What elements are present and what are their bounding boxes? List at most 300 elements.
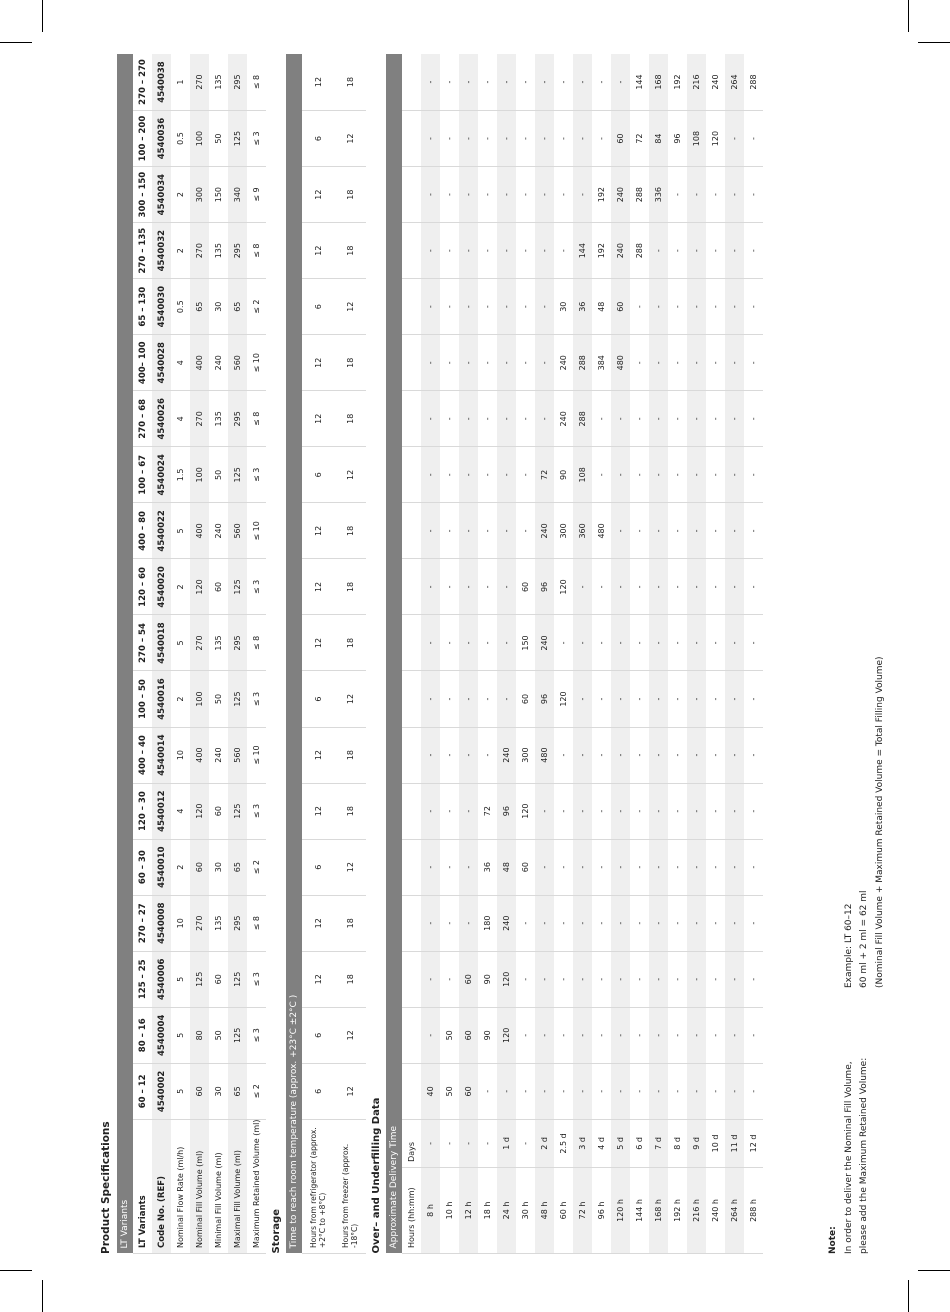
value-cell: -	[744, 671, 763, 727]
value-cell: 384	[592, 335, 611, 391]
value-cell: -	[744, 615, 763, 671]
value-cell: 72	[478, 783, 497, 839]
value-cell: 65	[190, 279, 209, 335]
delivery-row	[611, 54, 630, 1254]
value-cell: ≤ 10	[247, 727, 266, 783]
empty-cell	[402, 839, 421, 895]
delivery-row	[478, 54, 497, 1254]
value-cell: -	[668, 783, 687, 839]
value-cell: 18	[334, 167, 366, 223]
value-cell: -	[706, 1063, 725, 1119]
value-cell: -	[687, 951, 706, 1007]
value-cell: -	[668, 335, 687, 391]
value-cell: -	[459, 839, 478, 895]
note-example-1: Example: LT 60–12	[843, 903, 854, 988]
value-cell: 108	[687, 111, 706, 167]
value-cell: -	[744, 1007, 763, 1063]
variant-cell: 100 – 200	[133, 111, 152, 167]
value-cell: ≤ 10	[247, 503, 266, 559]
value-cell: -	[554, 54, 573, 111]
row-label: Hours from refrigerator (approx. +2°C to +8°C)	[302, 1119, 334, 1253]
value-cell: -	[668, 839, 687, 895]
empty-cell	[402, 335, 421, 391]
value-cell: -	[611, 727, 630, 783]
value-cell: 36	[478, 839, 497, 895]
value-cell: 50	[209, 1007, 228, 1063]
variants-row	[133, 54, 152, 1254]
value-cell: -	[687, 727, 706, 783]
value-cell: 60	[611, 279, 630, 335]
value-cell: 125	[228, 111, 247, 167]
value-cell: 12	[302, 335, 334, 391]
value-cell: -	[516, 951, 535, 1007]
value-cell: 18	[334, 783, 366, 839]
value-cell: -	[592, 54, 611, 111]
value-cell: 295	[228, 615, 247, 671]
value-cell: -	[649, 727, 668, 783]
value-cell: 100	[190, 111, 209, 167]
value-cell: -	[744, 391, 763, 447]
value-cell: 96	[497, 783, 516, 839]
value-cell: -	[649, 951, 668, 1007]
value-cell: -	[440, 167, 459, 223]
value-cell: 10	[171, 727, 190, 783]
value-cell: 18	[334, 727, 366, 783]
value-cell: -	[459, 671, 478, 727]
value-cell: -	[592, 111, 611, 167]
variant-cell: 270 – 270	[133, 54, 152, 111]
value-cell: -	[668, 1063, 687, 1119]
value-cell: -	[630, 391, 649, 447]
hours-cell: 240 h	[706, 1167, 725, 1253]
days-cell: 7 d	[649, 1119, 668, 1167]
value-cell: 192	[592, 167, 611, 223]
code-cell: 4540018	[152, 615, 171, 671]
empty-cell	[402, 391, 421, 447]
value-cell: -	[478, 223, 497, 279]
value-cell: 125	[228, 559, 247, 615]
value-cell: -	[440, 111, 459, 167]
value-cell: 108	[573, 447, 592, 503]
value-cell: 2	[171, 167, 190, 223]
value-cell: 60	[459, 951, 478, 1007]
value-cell: 295	[228, 54, 247, 111]
row-label: Hours from freezer (approx. -18°C)	[334, 1119, 366, 1253]
value-cell: -	[668, 895, 687, 951]
value-cell: ≤ 2	[247, 279, 266, 335]
variant-cell: 400– 100	[133, 335, 152, 391]
value-cell: ≤ 9	[247, 167, 266, 223]
value-cell: 12	[302, 503, 334, 559]
value-cell: 264	[725, 54, 744, 111]
empty-cell	[402, 503, 421, 559]
value-cell: 295	[228, 895, 247, 951]
value-cell: -	[725, 559, 744, 615]
note-line-1: In order to deliver the Nominal Fill Volume,	[843, 1061, 854, 1254]
value-cell: -	[687, 447, 706, 503]
value-cell: 30	[209, 839, 228, 895]
value-cell: -	[706, 839, 725, 895]
code-cell: 4540002	[152, 1063, 171, 1119]
value-cell: 48	[497, 839, 516, 895]
value-cell: -	[725, 671, 744, 727]
value-cell: 50	[440, 1007, 459, 1063]
value-cell: -	[744, 167, 763, 223]
value-cell: 400	[190, 335, 209, 391]
delivery-row	[497, 54, 516, 1254]
value-cell: -	[706, 559, 725, 615]
value-cell: -	[554, 1007, 573, 1063]
value-cell: -	[573, 1007, 592, 1063]
value-cell: -	[725, 615, 744, 671]
value-cell: -	[535, 951, 554, 1007]
value-cell: -	[611, 503, 630, 559]
value-cell: ≤ 3	[247, 671, 266, 727]
variant-cell: 400 – 40	[133, 727, 152, 783]
value-cell: 144	[573, 223, 592, 279]
value-cell: 300	[554, 503, 573, 559]
value-cell: -	[668, 559, 687, 615]
value-cell: 120	[706, 111, 725, 167]
value-cell: -	[611, 447, 630, 503]
value-cell: -	[706, 783, 725, 839]
value-cell: 6	[302, 447, 334, 503]
code-row	[152, 54, 171, 1254]
value-cell: -	[649, 671, 668, 727]
hours-cell: 30 h	[516, 1167, 535, 1253]
value-cell: -	[649, 391, 668, 447]
value-cell: -	[725, 1007, 744, 1063]
value-cell: 72	[535, 447, 554, 503]
value-cell: -	[668, 1007, 687, 1063]
value-cell: -	[516, 54, 535, 111]
value-cell: -	[478, 1063, 497, 1119]
value-cell: -	[459, 279, 478, 335]
value-cell: -	[592, 1063, 611, 1119]
empty-cell	[402, 895, 421, 951]
value-cell: -	[440, 391, 459, 447]
value-cell: 5	[171, 615, 190, 671]
value-cell: -	[668, 503, 687, 559]
value-cell: 12	[334, 1007, 366, 1063]
value-cell: 12	[334, 671, 366, 727]
value-cell: -	[421, 503, 440, 559]
value-cell: -	[573, 615, 592, 671]
value-cell: -	[516, 1007, 535, 1063]
code-cell: 4540012	[152, 783, 171, 839]
value-cell: 12	[302, 615, 334, 671]
value-cell: -	[440, 447, 459, 503]
value-cell: -	[478, 391, 497, 447]
value-cell: -	[459, 54, 478, 111]
value-cell: -	[649, 223, 668, 279]
value-cell: 150	[209, 167, 228, 223]
value-cell: -	[459, 391, 478, 447]
days-cell: 9 d	[687, 1119, 706, 1167]
value-cell: 60	[516, 671, 535, 727]
value-cell: -	[421, 895, 440, 951]
value-cell: 60	[459, 1007, 478, 1063]
value-cell: ≤ 8	[247, 391, 266, 447]
value-cell: 192	[592, 223, 611, 279]
value-cell: -	[649, 559, 668, 615]
value-cell: -	[497, 391, 516, 447]
delivery-row	[687, 54, 706, 1254]
value-cell: 240	[611, 223, 630, 279]
value-cell: -	[611, 671, 630, 727]
value-cell: -	[687, 559, 706, 615]
delivery-row	[649, 54, 668, 1254]
value-cell: -	[516, 503, 535, 559]
overunder-title-row	[366, 54, 386, 1254]
value-cell: -	[573, 111, 592, 167]
value-cell: 80	[190, 1007, 209, 1063]
value-cell: 180	[478, 895, 497, 951]
value-cell: -	[744, 839, 763, 895]
value-cell: 18	[334, 951, 366, 1007]
value-cell: -	[706, 727, 725, 783]
spec-row	[247, 54, 266, 1254]
value-cell: 480	[611, 335, 630, 391]
hours-cell: 12 h	[459, 1167, 478, 1253]
value-cell: 60	[209, 783, 228, 839]
value-cell: -	[706, 223, 725, 279]
value-cell: -	[535, 279, 554, 335]
value-cell: -	[592, 727, 611, 783]
value-cell: -	[687, 223, 706, 279]
value-cell: -	[535, 895, 554, 951]
empty-cell	[402, 1007, 421, 1063]
value-cell: 120	[190, 783, 209, 839]
value-cell: -	[497, 559, 516, 615]
days-cell: 3 d	[573, 1119, 592, 1167]
variant-cell: 270 – 27	[133, 895, 152, 951]
code-cell: 4540004	[152, 1007, 171, 1063]
value-cell: 270	[190, 615, 209, 671]
value-cell: ≤ 3	[247, 559, 266, 615]
value-cell: -	[440, 559, 459, 615]
value-cell: 0.5	[171, 111, 190, 167]
value-cell: -	[744, 111, 763, 167]
value-cell: -	[497, 503, 516, 559]
value-cell: 270	[190, 391, 209, 447]
value-cell: -	[668, 167, 687, 223]
value-cell: 288	[573, 391, 592, 447]
delivery-row	[668, 54, 687, 1254]
note-example-2: 60 ml + 2 ml = 62 ml	[859, 890, 869, 988]
value-cell: -	[554, 727, 573, 783]
value-cell: 120	[516, 783, 535, 839]
value-cell: 120	[497, 1007, 516, 1063]
empty-cell	[402, 783, 421, 839]
value-cell: 60	[516, 559, 535, 615]
empty-cell	[402, 1063, 421, 1119]
value-cell: -	[706, 1007, 725, 1063]
variant-cell: 270 – 54	[133, 615, 152, 671]
value-cell: 240	[611, 167, 630, 223]
value-cell: 270	[190, 223, 209, 279]
value-cell: -	[421, 223, 440, 279]
value-cell: -	[516, 279, 535, 335]
value-cell: 12	[302, 54, 334, 111]
delivery-row	[459, 54, 478, 1254]
value-cell: -	[459, 335, 478, 391]
value-cell: -	[687, 615, 706, 671]
spec-row	[190, 54, 209, 1254]
value-cell: -	[611, 615, 630, 671]
value-cell: -	[573, 671, 592, 727]
spec-content	[100, 54, 763, 1254]
value-cell: -	[554, 1063, 573, 1119]
delivery-row	[440, 54, 459, 1254]
value-cell: 360	[573, 503, 592, 559]
value-cell: 270	[190, 895, 209, 951]
spec-row	[209, 54, 228, 1254]
value-cell: 120	[497, 951, 516, 1007]
variant-cell: 120 – 60	[133, 559, 152, 615]
spec-row	[228, 54, 247, 1254]
value-cell: 0.5	[171, 279, 190, 335]
value-cell: -	[497, 615, 516, 671]
value-cell: -	[573, 895, 592, 951]
hours-cell: 288 h	[744, 1167, 763, 1253]
value-cell: -	[554, 895, 573, 951]
value-cell: -	[573, 559, 592, 615]
value-cell: 135	[209, 391, 228, 447]
value-cell: -	[478, 559, 497, 615]
value-cell: -	[573, 1063, 592, 1119]
note-line-2: please add the Maximum Retained Volume:	[859, 1057, 869, 1254]
value-cell: -	[630, 951, 649, 1007]
value-cell: 240	[554, 391, 573, 447]
value-cell: 288	[573, 335, 592, 391]
value-cell: ≤ 3	[247, 447, 266, 503]
code-cell: 4540034	[152, 167, 171, 223]
value-cell: 12	[334, 279, 366, 335]
value-cell: -	[687, 671, 706, 727]
value-cell: 50	[440, 1063, 459, 1119]
value-cell: -	[649, 839, 668, 895]
value-cell: ≤ 8	[247, 615, 266, 671]
value-cell: -	[611, 54, 630, 111]
value-cell: -	[706, 335, 725, 391]
value-cell: 270	[190, 54, 209, 111]
value-cell: -	[440, 279, 459, 335]
value-cell: -	[668, 447, 687, 503]
code-cell: 4540026	[152, 391, 171, 447]
variant-cell: 100 – 67	[133, 447, 152, 503]
value-cell: -	[440, 727, 459, 783]
hours-cell: 72 h	[573, 1167, 592, 1253]
value-cell: -	[668, 951, 687, 1007]
variant-cell: 60 – 30	[133, 839, 152, 895]
value-cell: -	[516, 391, 535, 447]
value-cell: -	[535, 111, 554, 167]
value-cell: -	[592, 783, 611, 839]
value-cell: -	[497, 1063, 516, 1119]
row-label: LT Variants	[133, 1119, 152, 1253]
spec-table	[117, 54, 763, 1254]
delivery-row	[706, 54, 725, 1254]
value-cell: -	[630, 783, 649, 839]
variant-cell: 270 – 135	[133, 223, 152, 279]
value-cell: 336	[649, 167, 668, 223]
value-cell: -	[535, 783, 554, 839]
value-cell: -	[459, 111, 478, 167]
value-cell: 60	[209, 951, 228, 1007]
row-label: Minimal Fill Volume (ml)	[209, 1119, 228, 1253]
value-cell: 2	[171, 559, 190, 615]
value-cell: -	[744, 559, 763, 615]
value-cell: -	[421, 615, 440, 671]
days-cell: -	[516, 1119, 535, 1167]
value-cell: ≤ 3	[247, 783, 266, 839]
value-cell: -	[611, 1063, 630, 1119]
value-cell: 2	[171, 839, 190, 895]
value-cell: -	[725, 167, 744, 223]
value-cell: -	[421, 951, 440, 1007]
delivery-row	[592, 54, 611, 1254]
hours-cell: 168 h	[649, 1167, 668, 1253]
value-cell: 6	[302, 839, 334, 895]
value-cell: -	[554, 839, 573, 895]
variant-cell: 270 – 68	[133, 391, 152, 447]
value-cell: ≤ 8	[247, 223, 266, 279]
value-cell: -	[516, 111, 535, 167]
section-band-storage	[286, 54, 302, 1254]
value-cell: -	[459, 783, 478, 839]
value-cell: 100	[190, 447, 209, 503]
value-cell: -	[554, 111, 573, 167]
value-cell: 18	[334, 335, 366, 391]
variant-cell: 300 – 150	[133, 167, 152, 223]
days-cell: 6 d	[630, 1119, 649, 1167]
value-cell: -	[725, 839, 744, 895]
value-cell: 340	[228, 167, 247, 223]
value-cell: 90	[478, 1007, 497, 1063]
value-cell: -	[478, 447, 497, 503]
value-cell: 1.5	[171, 447, 190, 503]
value-cell: -	[744, 447, 763, 503]
hours-cell: 144 h	[630, 1167, 649, 1253]
value-cell: 30	[209, 1063, 228, 1119]
value-cell: -	[573, 54, 592, 111]
value-cell: -	[478, 54, 497, 111]
row-label: Maximum Retained Volume (ml)	[247, 1119, 266, 1253]
value-cell: 135	[209, 895, 228, 951]
days-cell: -	[478, 1119, 497, 1167]
code-cell: 4540022	[152, 503, 171, 559]
value-cell: 240	[209, 335, 228, 391]
value-cell: 50	[209, 111, 228, 167]
value-cell: 288	[630, 167, 649, 223]
section-band-delivery	[386, 54, 402, 1254]
value-cell: -	[668, 279, 687, 335]
value-cell: 60	[516, 839, 535, 895]
value-cell: 60	[190, 1063, 209, 1119]
value-cell: 96	[535, 559, 554, 615]
note-title: Note:	[828, 1226, 838, 1254]
value-cell: -	[440, 839, 459, 895]
value-cell: -	[440, 54, 459, 111]
empty-cell	[402, 615, 421, 671]
empty-cell	[402, 447, 421, 503]
value-cell: -	[478, 111, 497, 167]
value-cell: -	[459, 727, 478, 783]
code-cell: 4540028	[152, 335, 171, 391]
value-cell: -	[440, 335, 459, 391]
hours-header: Hours (hh:mm)	[402, 1167, 421, 1253]
